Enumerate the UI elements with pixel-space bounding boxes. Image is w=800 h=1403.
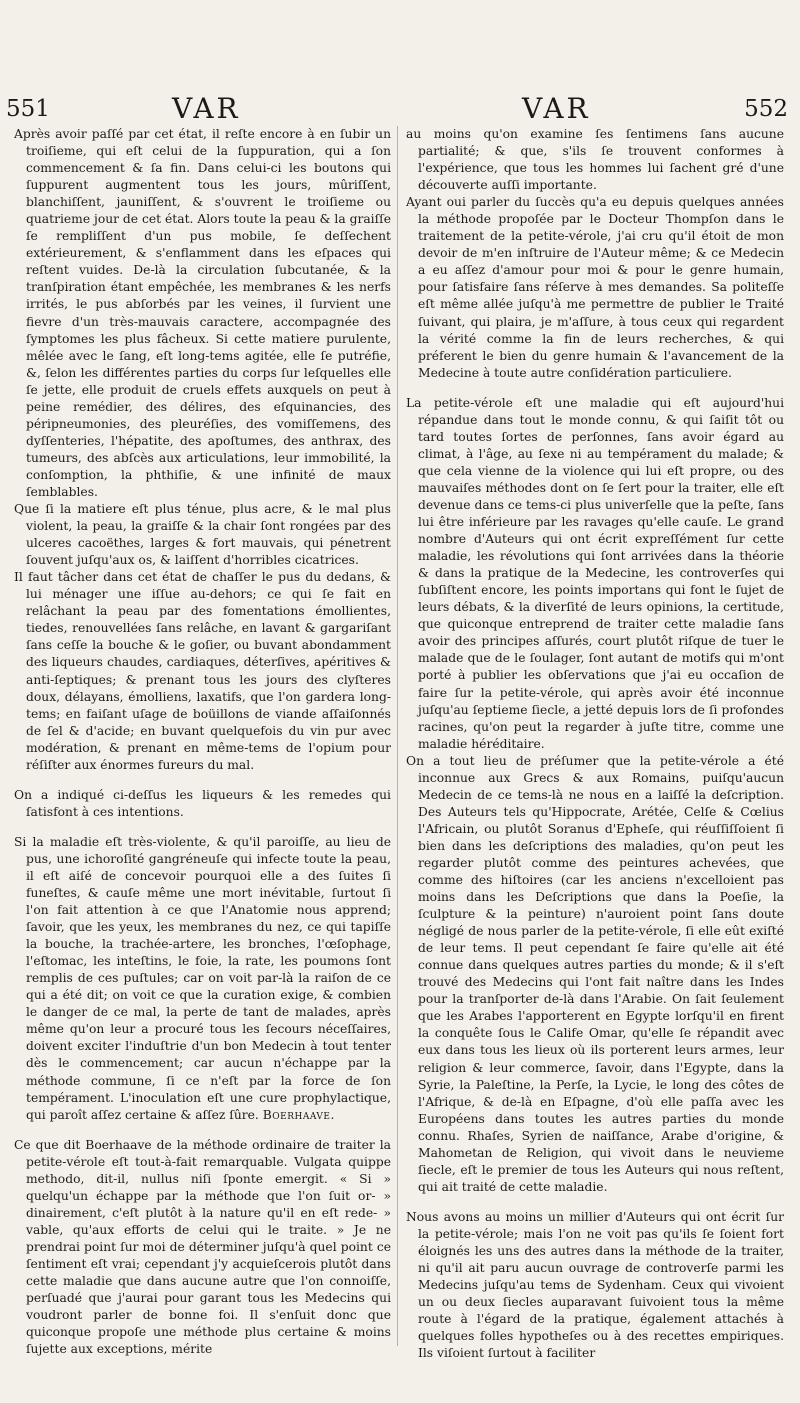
paragraph: Ce que dit Boerhaave de la méthode ordinaire de traiter la petite-vérole eſt tout-à-fait remarquable. Vulgata quippe methodo, dit-il, nullus niſi ſponte emergit. « Si » quelqu'un échappe par la méthode que l'on ſuit or- » dinairement, c'eſt plutôt à la nature qu'il en eſt rede- » vable, qu'aux efforts de celui qui le traite. » Je ne prendrai point ſur moi de déterminer juſqu'à quel point ce ſentiment eſt vrai; cependant j'y acquieſcerois plutôt dans cette maladie que dans aucune autre que l'on connoiſſe, perſuadé que j'aurai pour garant tous les Medecins qui voudront parler de bonne foi. Il s'enſuit donc que quiconque propoſe une méthode plus certaine & moins ſujette aux exceptions, mérite xyxy=(14,1137,391,1357)
author-signature: Boerhaave. xyxy=(262,1107,335,1122)
paragraph: Ayant oui parler du ſuccès qu'a eu depuis quelques années la méthode propoſée par le Docteur Thompſon dans le traitement de la petite-vérole, j'ai cru qu'il étoit de mon devoir de m'en inſtruire de l'Auteur même; & ce Medecin a eu aſſez d'amour pour moi & pour le genre humain, pour ſatisfaire ſans réſerve à mes demandes. Sa politeſſe eſt même allée juſqu'à me permettre de publier le Traité ſuivant, qui plaira, je m'aſſure, à tous ceux qui regardent la vérité comme la fin de leurs recherches, & qui préferent le bien du genre humain & l'avancement de la Medecine à toute autre conſidération particuliere. xyxy=(406,195,784,380)
left-page-number: 551 xyxy=(6,96,50,122)
right-page-number: 552 xyxy=(744,96,788,122)
paragraph xyxy=(14,834,391,1124)
paragraph: Que ſi la matiere eſt plus ténue, plus acre, & le mal plus violent, la peau, la graiſſe & la chair ſont rongées par des ulceres cacoëthes, larges & fort mauvais, qui pénetrent ſouvent juſqu'aux os, & laiſſent d'horribles cicatrices. xyxy=(14,502,391,568)
paragraph-text: Si la maladie eſt très-violente, & qu'il paroiſſe, au lieu de pus, une ichoroſité gangréneuſe qui infecte toute la peau, il eſt aiſé de concevoir pourquoi elle a des ſuites ſi funeſtes, & cauſe même une mort inévitable, ſurtout ſi l'on fait attention à ce que l'Anatomie nous apprend; ſavoir, que les yeux, les membranes du nez, ce qui tapiſſe la bouche, la trachée-artere, les bronches, l'œſophage, l'eſtomac, les inteſtins, le foie, la rate, les poumons ſont remplis de ces puſtules; car on voit par-là la raiſon de ce qui a été dit; on voit ce que la curation exige, & combien le danger de ce mal, la perte de tant de malades, après même qu'on leur a procuré tous les ſecours néceſſaires, doivent exciter l'induſtrie d'un bon Medecin à tout tenter dès le commencement; car aucun n'échappe par la méthode commune, ſi ce n'eſt par la force de ſon tempérament. L'inoculation eſt une cure prophylactique, qui paroît aſſez certaine & aſſez ſûre. xyxy=(14,834,391,1122)
paragraph: Il faut tâcher dans cet état de chaſſer le pus du dedans, & lui ménager une iſſue au-dehors; ce qui ſe fait en relâchant la peau par des fomentations émollientes, tiedes, renouvellées ſans relâche, en lavant & gargariſant ſans ceſſe la bouche & le goſier, ou buvant abondamment des liqueurs chaudes, cardiaques, déterſives, apéritives & anti-ſeptiques; & prenant tous les jours des clyſteres doux, délayans, émolliens, laxatifs, que l'on gardera long-tems; en faiſant uſage de boüillons de viande aſſaiſonnés de ſel & d'acide; en buvant quelquefois du vin pur avec modération, & prenant en même-tems de l'opium pour réſiſter aux énormes fureurs du mal. xyxy=(14,570,391,772)
paragraph: On a tout lieu de préſumer que la petite-vérole a été inconnue aux Grecs & aux Romains, puiſqu'aucun Medecin de ce tems-là ne nous en a laiſſé la deſcription. Des Auteurs tels qu'Hippocrate, Arétée, Celſe & Cœlius l'Africain, ou plutôt Soranus d'Epheſe, qui réuſſiſſoient ſi bien dans les deſcriptions des maladies, qu'on peut les regarder plutôt comme des peintures achevées, que comme des hiſtoires (car les anciens n'excelloient pas moins dans les Deſcriptions que dans la Poeſie, la ſculpture & la peinture) n'auroient point ſans doute négligé de nous parler de la petite-vérole, ſi elle eût exiſté de leur tems. Il peut cependant ſe faire qu'elle ait été connue dans quelques autres parties du monde; & il s'eſt trouvé des Medecins qui l'ont fait naître dans les Indes pour la tranſporter de-là dans l'Arabie. On ſait ſeulement que les Arabes l'apporterent en Egypte lorſqu'il en firent la conquête ſous le Calife Omar, qu'elle ſe répandit avec eux dans tous les lieux où ils porterent leurs armes, leur religion & leur commerce, ſavoir, dans l'Egypte, dans la Syrie, la Paleſtine, la Perſe, la Lycie, le long des côtes de l'Afrique, & de-là en Eſpagne, d'où elle paſſa avec les Européens dans toutes les autres parties du monde connu. Rhaſes, Syrien de naiſſance, Arabe d'origine, & Mahometan de Religion, qui vivoit dans le neuvieme ſiecle, eſt le premier de tous les Auteurs qui nous reſtent, qui ait traité de cette maladie. xyxy=(406,753,784,1194)
paragraph: Après avoir paſſé par cet état, il reſte encore à en ſubir un troiſieme, qui eſt celui de la ſuppuration, qui a ſon commencement & ſa fin. Dans celui-ci les boutons qui ſuppurent augmentent tous les jours, mûriſſent, blanchiſſent, jauniſſent, & s'ouvrent le troiſieme ou quatrieme jour de cet état. Alors toute la peau & la graiſſe ſe rempliſſent d'un pus mobile, ſe deſſechent extérieurement, & s'enflamment dans les eſpaces qui reſtent vuides. De-là la circulation ſubcutanée, & la tranſpiration étant empêchée, les membranes & les nerfs irrités, le pus abſorbés par les veines, il ſurvient une fievre d'un très-mauvais caractere, accompagnée des ſymptomes les plus fâcheux. Si cette matiere purulente, mêlée avec le ſang, eſt long-tems agitée, elle ſe putréfie, &, ſelon les différentes parties du corps ſur leſquelles elle ſe jette, elle produit de cruels effets auxquels on peut à peine remédier, des délires, des eſquinancies, des péripneumonies, des pleuréſies, des vomiſſemens, des dyſſenteries, l'hépatite, des apoſtumes, des anthrax, des tumeurs, des abſcès aux articulations, leur immobilité, la conſomption, la phthiſie, & une infinité de maux ſemblables. xyxy=(14,127,391,499)
right-running-head: VAR xyxy=(522,92,591,125)
paragraph: On a indiqué ci-deſſus les liqueurs & les remedes qui ſatisfont à ces intentions. xyxy=(14,787,391,819)
left-running-head: VAR xyxy=(172,92,241,125)
column-divider xyxy=(397,126,398,1346)
paragraph: au moins qu'on examine ſes ſentimens ſans aucune partialité; & que, s'ils ſe trouvent conformes à l'expérience, que tous les hommes lui ſachent gré d'une découverte auſſi importante. xyxy=(406,127,784,193)
paragraph: La petite-vérole eſt une maladie qui eſt aujourd'hui répandue dans tout le monde connu, & qui ſaiſit tôt ou tard toutes ſortes de perſonnes, ſans avoir égard au climat, à l'âge, au ſexe ni au tempérament du malade; & que cela vienne de la violence qui lui eſt propre, ou des mauvaiſes méthodes dont on ſe ſert pour la traiter, elle eſt devenue dans ce tems-ci plus univerſelle que la peſte, ſans lui être inférieure par les ravages qu'elle cauſe. Le grand nombre d'Auteurs qui ont écrit expreſſément ſur cette maladie, les révolutions qui ſont arrivées dans la théorie & dans la pratique de la Medecine, les controverſes qui ſubſiſtent encore, les points importans qui font le ſujet de leurs débats, & la diverſité de leurs opinions, la certitude, que quiconque entreprend de traiter cette maladie ſans avoir des principes aſſurés, court plutôt riſque de tuer le malade que de le ſoulager, ſont autant de motifs qui m'ont porté à publier les obſervations que j'ai eu occaſion de faire ſur la petite-vérole, qui après avoir été inconnue juſqu'au ſeptieme ſiecle, a jetté depuis lors de ſi profondes racines, qu'on peut la regarder à juſte titre, comme une maladie héréditaire. xyxy=(406,395,784,751)
running-head xyxy=(0,92,800,126)
left-column xyxy=(14,126,391,1366)
right-column xyxy=(406,126,784,1366)
paragraph: Nous avons au moins un millier d'Auteurs qui ont écrit ſur la petite-vérole; mais l'on ne voit pas qu'ils ſe ſoient fort éloignés les uns des autres dans la méthode de la traiter, ni qu'il ait paru aucun ouvrage de controverſe parmi les Medecins juſqu'au tems de Sydenham. Ceux qui vivoient un ou deux ſiecles auparavant ſuivoient tous la même route à l'égard de la pratique, également attachés à quelques folles hypotheſes ou à des recettes empiriques. Ils viſoient ſurtout à faciliter xyxy=(406,1209,784,1361)
